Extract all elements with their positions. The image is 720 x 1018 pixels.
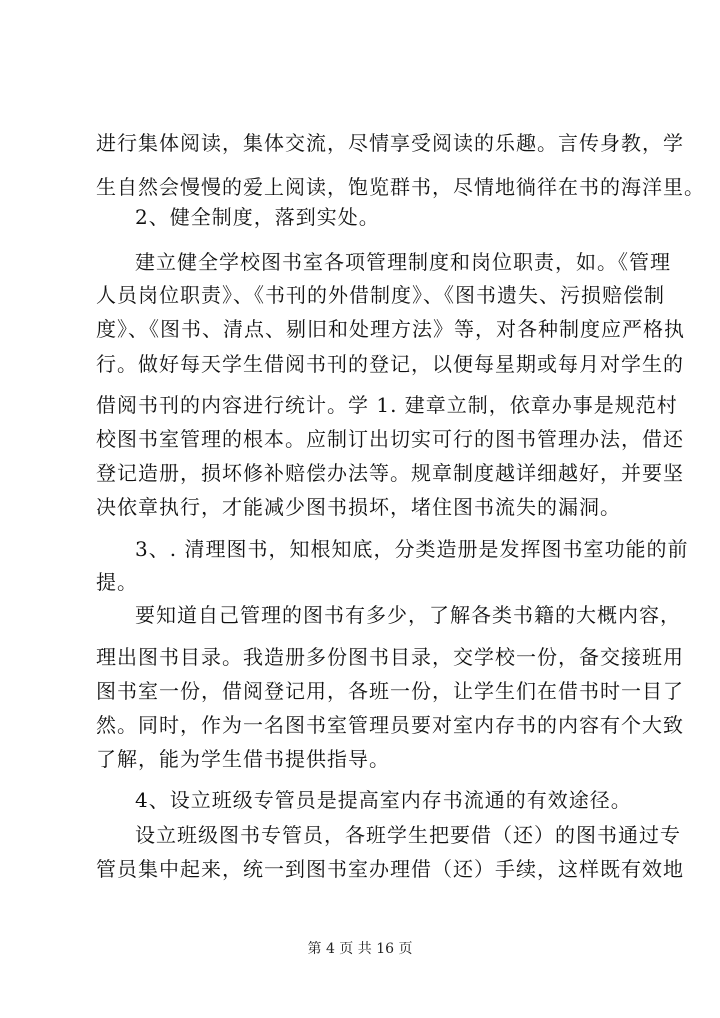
paragraph-start: 要知道自己管理的图书有多少，了解各类书籍的大概内容，: [135, 603, 681, 627]
text-line: 管员集中起来，统一到图书室办理借（还）手续，这样既有效地: [96, 857, 684, 881]
text-line: 然。同时，作为一名图书室管理员要对室内存书的内容有个大致: [96, 713, 684, 737]
paragraph-start: 建立健全学校图书室各项管理制度和岗位职责，如。《管理: [135, 250, 671, 274]
text-line: 校图书室管理的根本。应制订出切实可行的图书管理办法，借还: [96, 427, 684, 451]
text-line: 图书室一份，借阅登记用，各班一份，让学生们在借书时一目了: [96, 679, 684, 703]
section-heading: 2、健全制度，落到实处。: [135, 205, 380, 229]
text-line: 人员岗位职责》、《书刊的外借制度》、《图书遗失、污损赔偿制: [96, 283, 665, 307]
page-number-footer: 第 4 页 共 16 页: [307, 941, 413, 957]
text-line: 决依章执行，才能减少图书损坏，堵住图书流失的漏洞。: [96, 495, 621, 519]
text-line: 提。: [96, 570, 138, 594]
text-line: 登记造册，损坏修补赔偿办法等。规章制度越详细越好，并要坚: [96, 461, 684, 485]
text-line: 理出图书目录。我造册多份图书目录，交学校一份，备交接班用: [96, 645, 684, 669]
text-line: 进行集体阅读，集体交流，尽情享受阅读的乐趣。言传身教，学: [96, 131, 684, 155]
paragraph-start: 设立班级图书专管员，各班学生把要借（还）的图书通过专: [135, 823, 681, 847]
text-line: 借阅书刊的内容进行统计。学 1. 建章立制，依章办事是规范村: [96, 393, 678, 417]
text-line: 行。做好每天学生借阅书刊的登记，以便每星期或每月对学生的: [96, 352, 684, 376]
section-heading: 3、. 清理图书，知根知底，分类造册是发挥图书室功能的前: [135, 537, 689, 561]
text-line: 了解，能为学生借书提供指导。: [96, 747, 390, 771]
text-line: 度》、《图书、清点、剔旧和处理方法》等，对各种制度应严格执: [96, 317, 685, 341]
text-line: 生自然会慢慢的爱上阅读，饱览群书，尽情地徜徉在书的海洋里。: [96, 175, 705, 199]
section-heading: 4、设立班级专管员是提高室内存书流通的有效途径。: [135, 788, 632, 812]
